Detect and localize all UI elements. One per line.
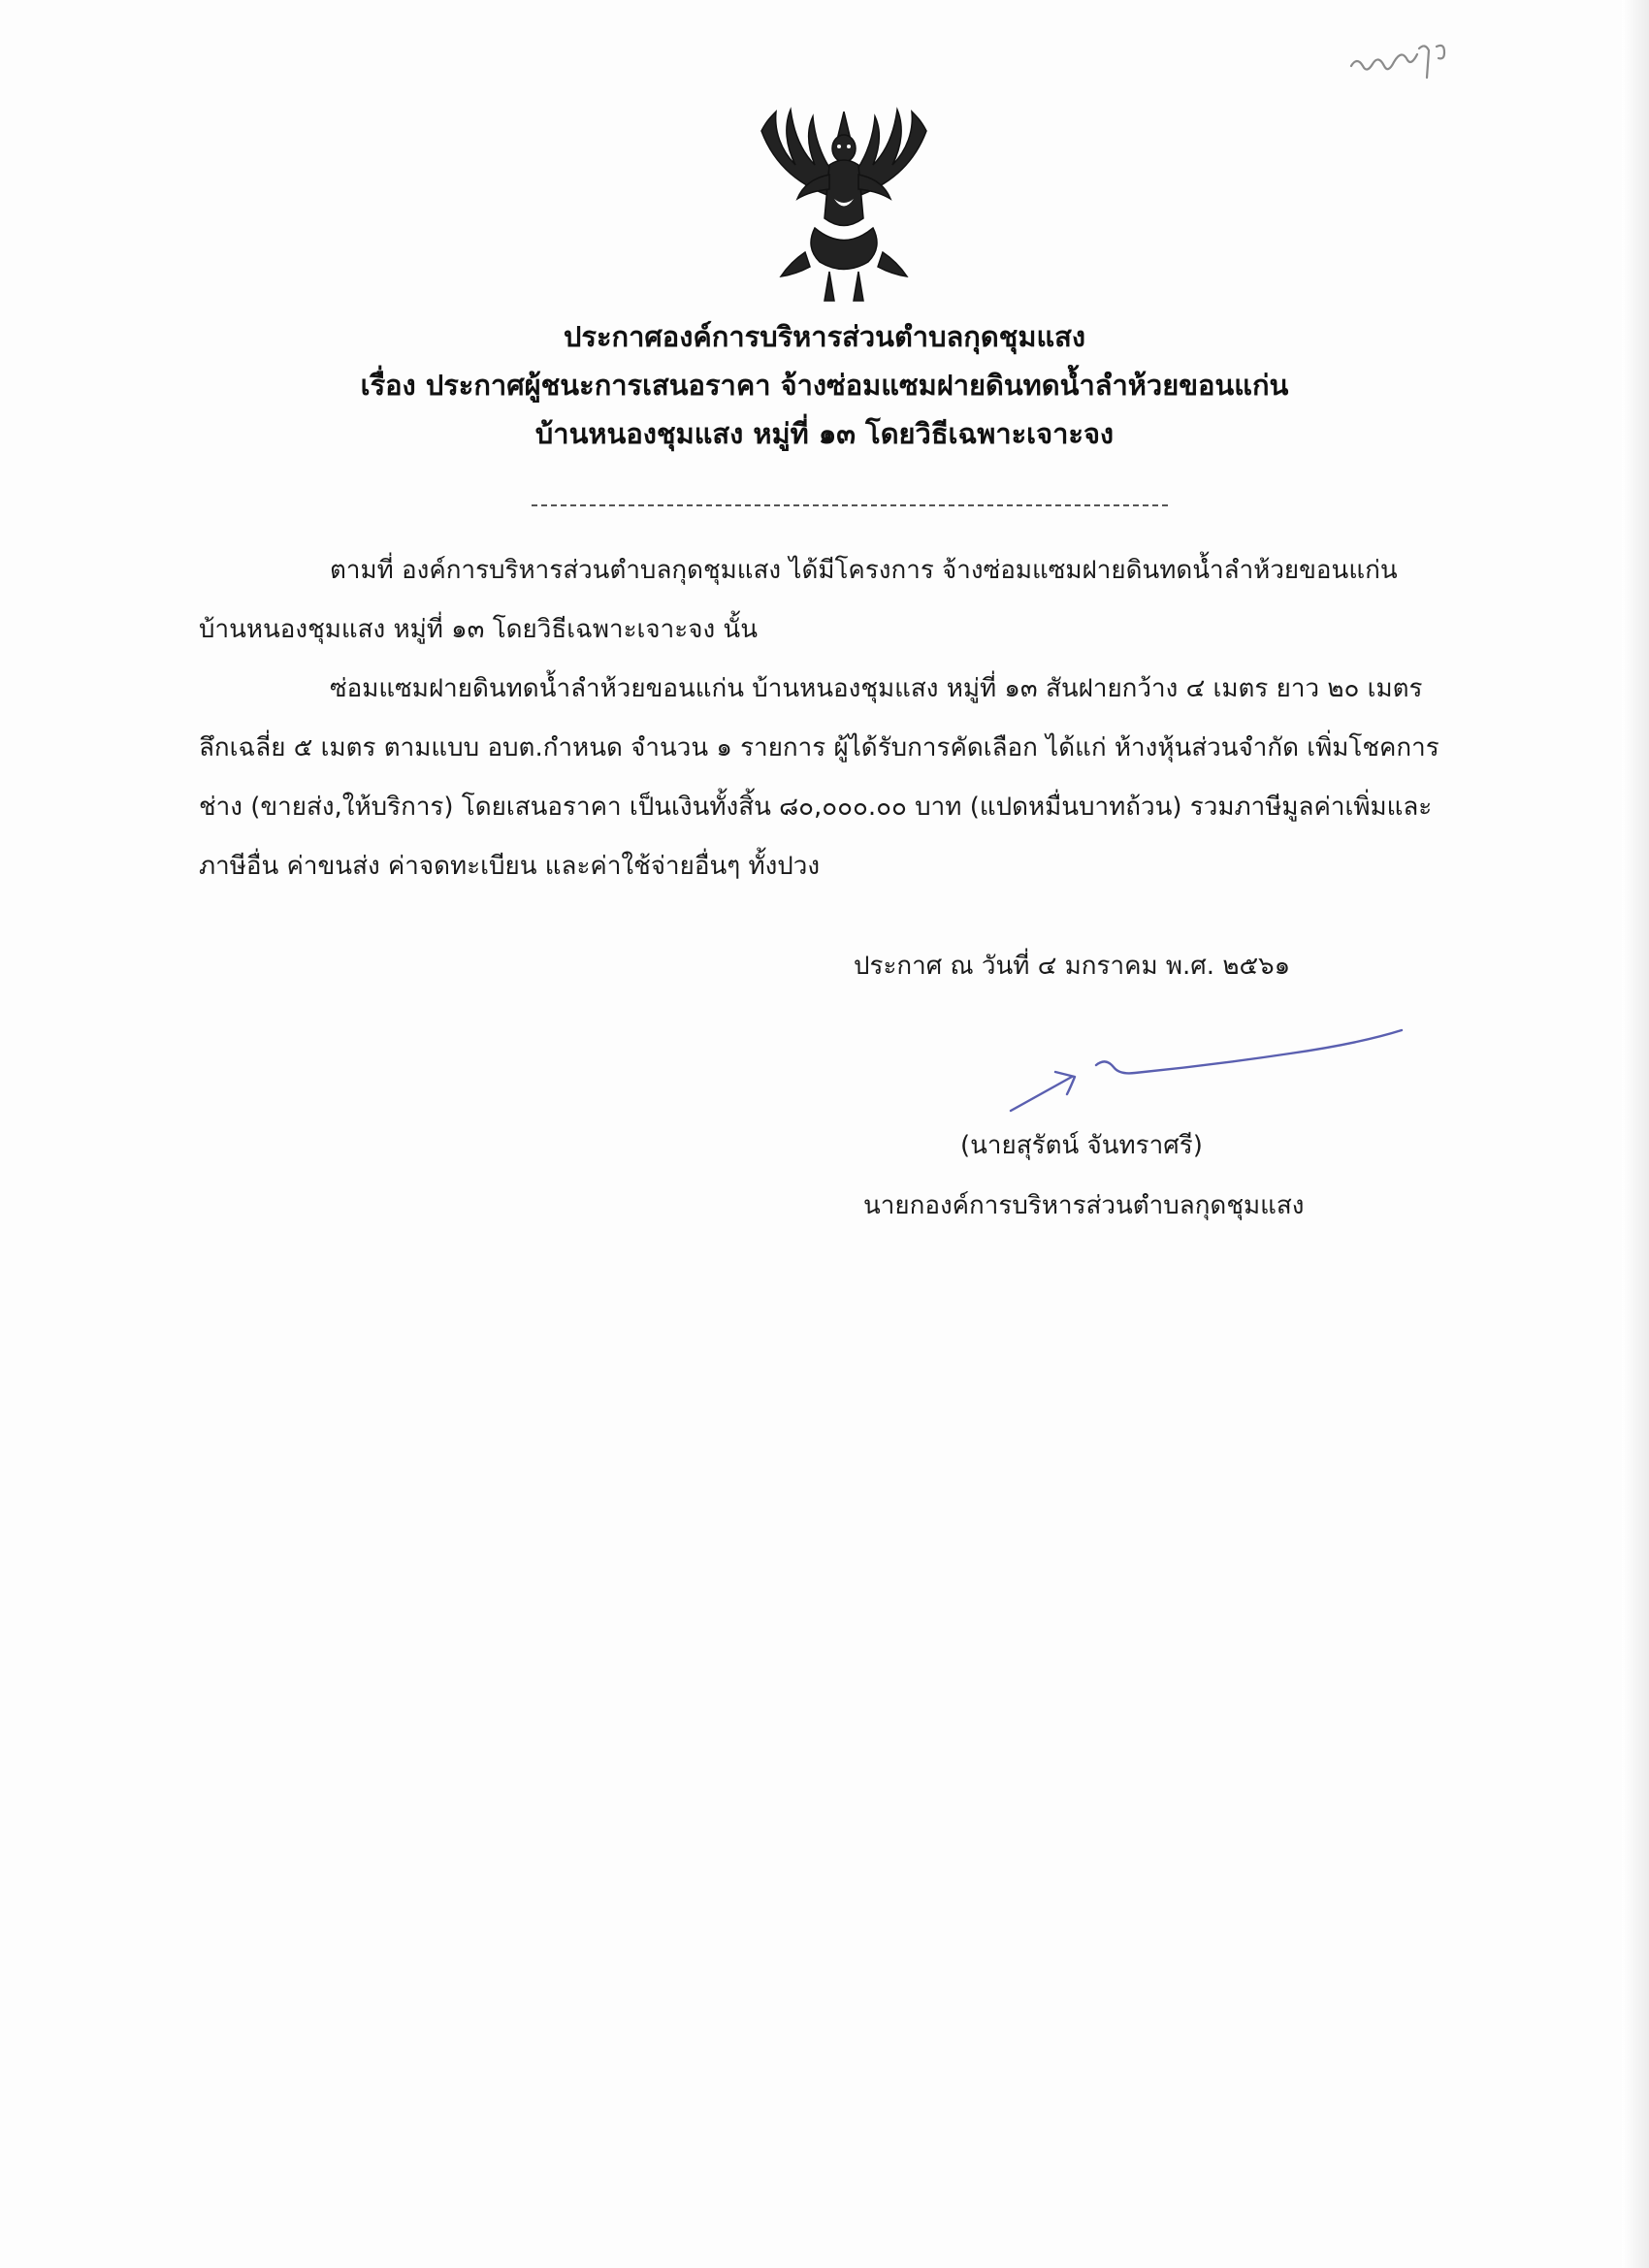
signer-position: นายกองค์การบริหารส่วนตำบลกุดชุมแสง: [863, 1191, 1305, 1220]
paragraph-2-line-1: ซ่อมแซมฝายดินทดน้ำลำห้วยขอนแก่น บ้านหนองชุมแสง หมู่ที่ ๑๓ สันฝายกว้าง ๔ เมตร ยาว ๒๐ เมตร: [330, 674, 1423, 703]
announcement-body: [199, 541, 1508, 896]
handwritten-note: [1343, 29, 1460, 97]
title-line-1: ประกาศองค์การบริหารส่วนตำบลกุดชุมแสง: [563, 320, 1085, 353]
handwritten-signature: [999, 1019, 1416, 1125]
scan-edge-shadow: [1622, 0, 1649, 2268]
garuda-emblem-icon: [737, 82, 951, 315]
paragraph-2-line-3: ช่าง (ขายส่ง,ให้บริการ) โดยเสนอราคา เป็นเงินทั้งสิ้น ๘๐,๐๐๐.๐๐ บาท (แปดหมื่นบาทถ้วน) รวมภาษีมูลค่าเพิ่มและ: [199, 793, 1433, 822]
paragraph-1-line-1: ตามที่ องค์การบริหารส่วนตำบลกุดชุมแสง ได้มีโครงการ จ้างซ่อมแซมฝายดินทดน้ำลำห้วยขอนแก่น: [330, 556, 1398, 585]
paragraph-1-line-2: บ้านหนองชุมแสง หมู่ที่ ๑๓ โดยวิธีเฉพาะเจาะจง นั้น: [199, 615, 758, 644]
title-line-2: เรื่อง ประกาศผู้ชนะการเสนอราคา จ้างซ่อมแซมฝายดินทดน้ำลำห้วยขอนแก่น: [360, 369, 1289, 402]
announcement-date: ประกาศ ณ วันที่ ๔ มกราคม พ.ศ. ๒๕๖๑: [854, 952, 1291, 981]
paragraph-2-line-4: ภาษีอื่น ค่าขนส่ง ค่าจดทะเบียน และค่าใช้จ่ายอื่นๆ ทั้งปวง: [199, 852, 821, 881]
announcement-title: [194, 312, 1455, 458]
signer-name: (นายสุรัตน์ จันทราศรี): [960, 1131, 1203, 1160]
paragraph-2-line-2: ลึกเฉลี่ย ๕ เมตร ตามแบบ อบต.กำหนด จำนวน ๑ รายการ ผู้ได้รับการคัดเลือก ได้แก่ ห้างหุ้นส่วนจำกัด เพิ่มโชคการ: [199, 733, 1439, 762]
title-divider: [532, 504, 1168, 506]
title-line-3: บ้านหนองชุมแสง หมู่ที่ ๑๓ โดยวิธีเฉพาะเจาะจง: [534, 417, 1115, 450]
